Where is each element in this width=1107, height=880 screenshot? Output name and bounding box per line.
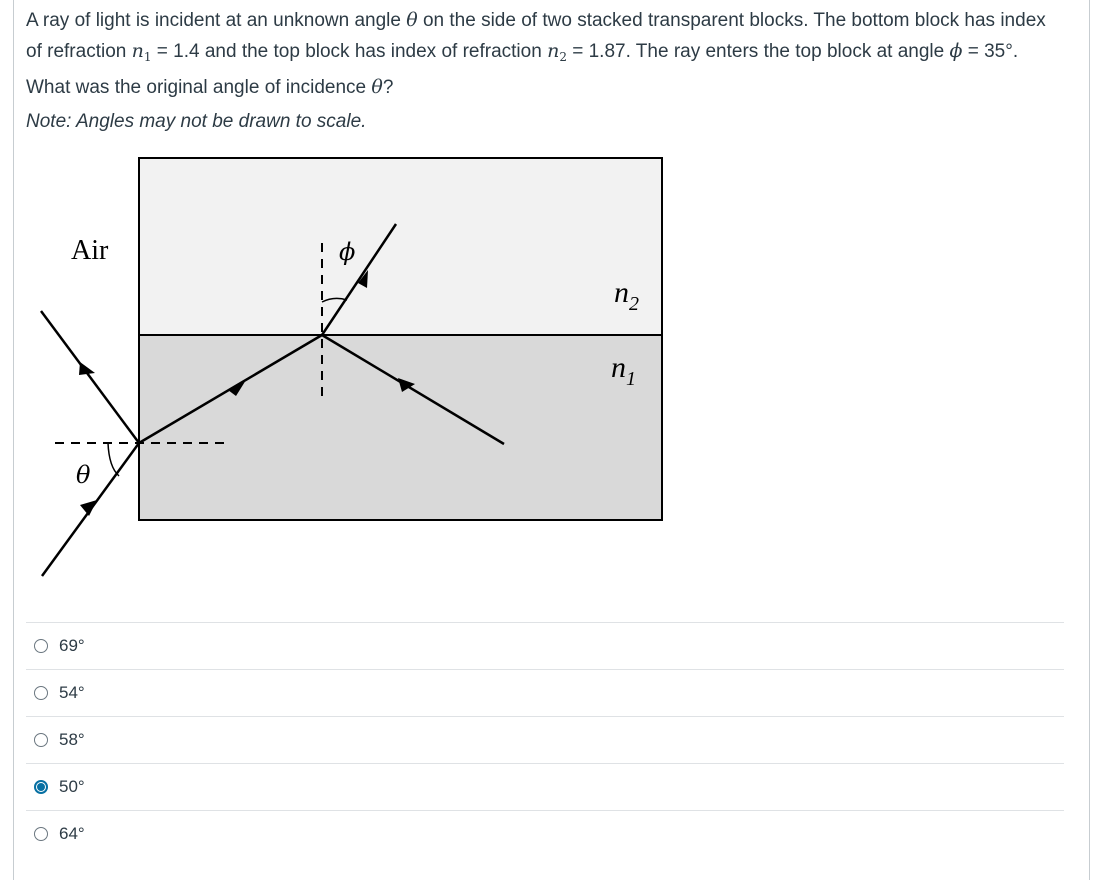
radio-button[interactable] — [34, 827, 48, 841]
radio-button-selected[interactable] — [34, 780, 48, 794]
phi-symbol: ϕ — [949, 40, 963, 62]
answer-option[interactable] — [26, 716, 1064, 763]
theta-symbol-2: θ — [371, 76, 383, 98]
answer-option[interactable] — [26, 810, 1064, 857]
air-label: Air — [71, 235, 109, 266]
side-reflected-ray-arrow — [79, 362, 95, 375]
note-text: Note: Angles may not be drawn to scale. — [26, 111, 367, 132]
n1-symbol: $n_1$ — [131, 40, 152, 64]
answer-option[interactable] — [26, 622, 1064, 669]
answer-label: 64° — [59, 824, 85, 843]
top-block — [139, 158, 662, 335]
answer-option[interactable] — [26, 763, 1064, 810]
answer-label: 54° — [59, 683, 85, 702]
incident-ray-arrow — [80, 500, 97, 516]
bottom-block — [139, 335, 662, 520]
theta-label: θ — [76, 461, 91, 489]
question-text: A ray of light is incident at an unknown angle θ on the side of two stacked transparent blocks. The bottom block has index of refraction $n_1 = 1.4$ and the top block has index of refraction $n_2 = 1.87$. The ray enters the top block at angle ϕ = 35°. What was the original angle of incidence θ? — [26, 9, 1046, 98]
answer-option[interactable] — [26, 669, 1064, 716]
phi-label: ϕ — [339, 238, 356, 266]
answer-label: 69° — [59, 636, 85, 655]
answer-label: 50° — [59, 777, 85, 796]
n1-label: $n_1$ — [611, 351, 636, 390]
radio-button[interactable] — [34, 639, 48, 653]
radio-button[interactable] — [34, 733, 48, 747]
n2-label: $n_2$ — [614, 276, 639, 315]
answer-list — [26, 622, 1064, 857]
theta-symbol: θ — [406, 9, 418, 31]
radio-button[interactable] — [34, 686, 48, 700]
side-reflected-ray — [41, 311, 139, 443]
n2-symbol: $n_2$ — [547, 40, 567, 64]
answer-label: 58° — [59, 730, 85, 749]
